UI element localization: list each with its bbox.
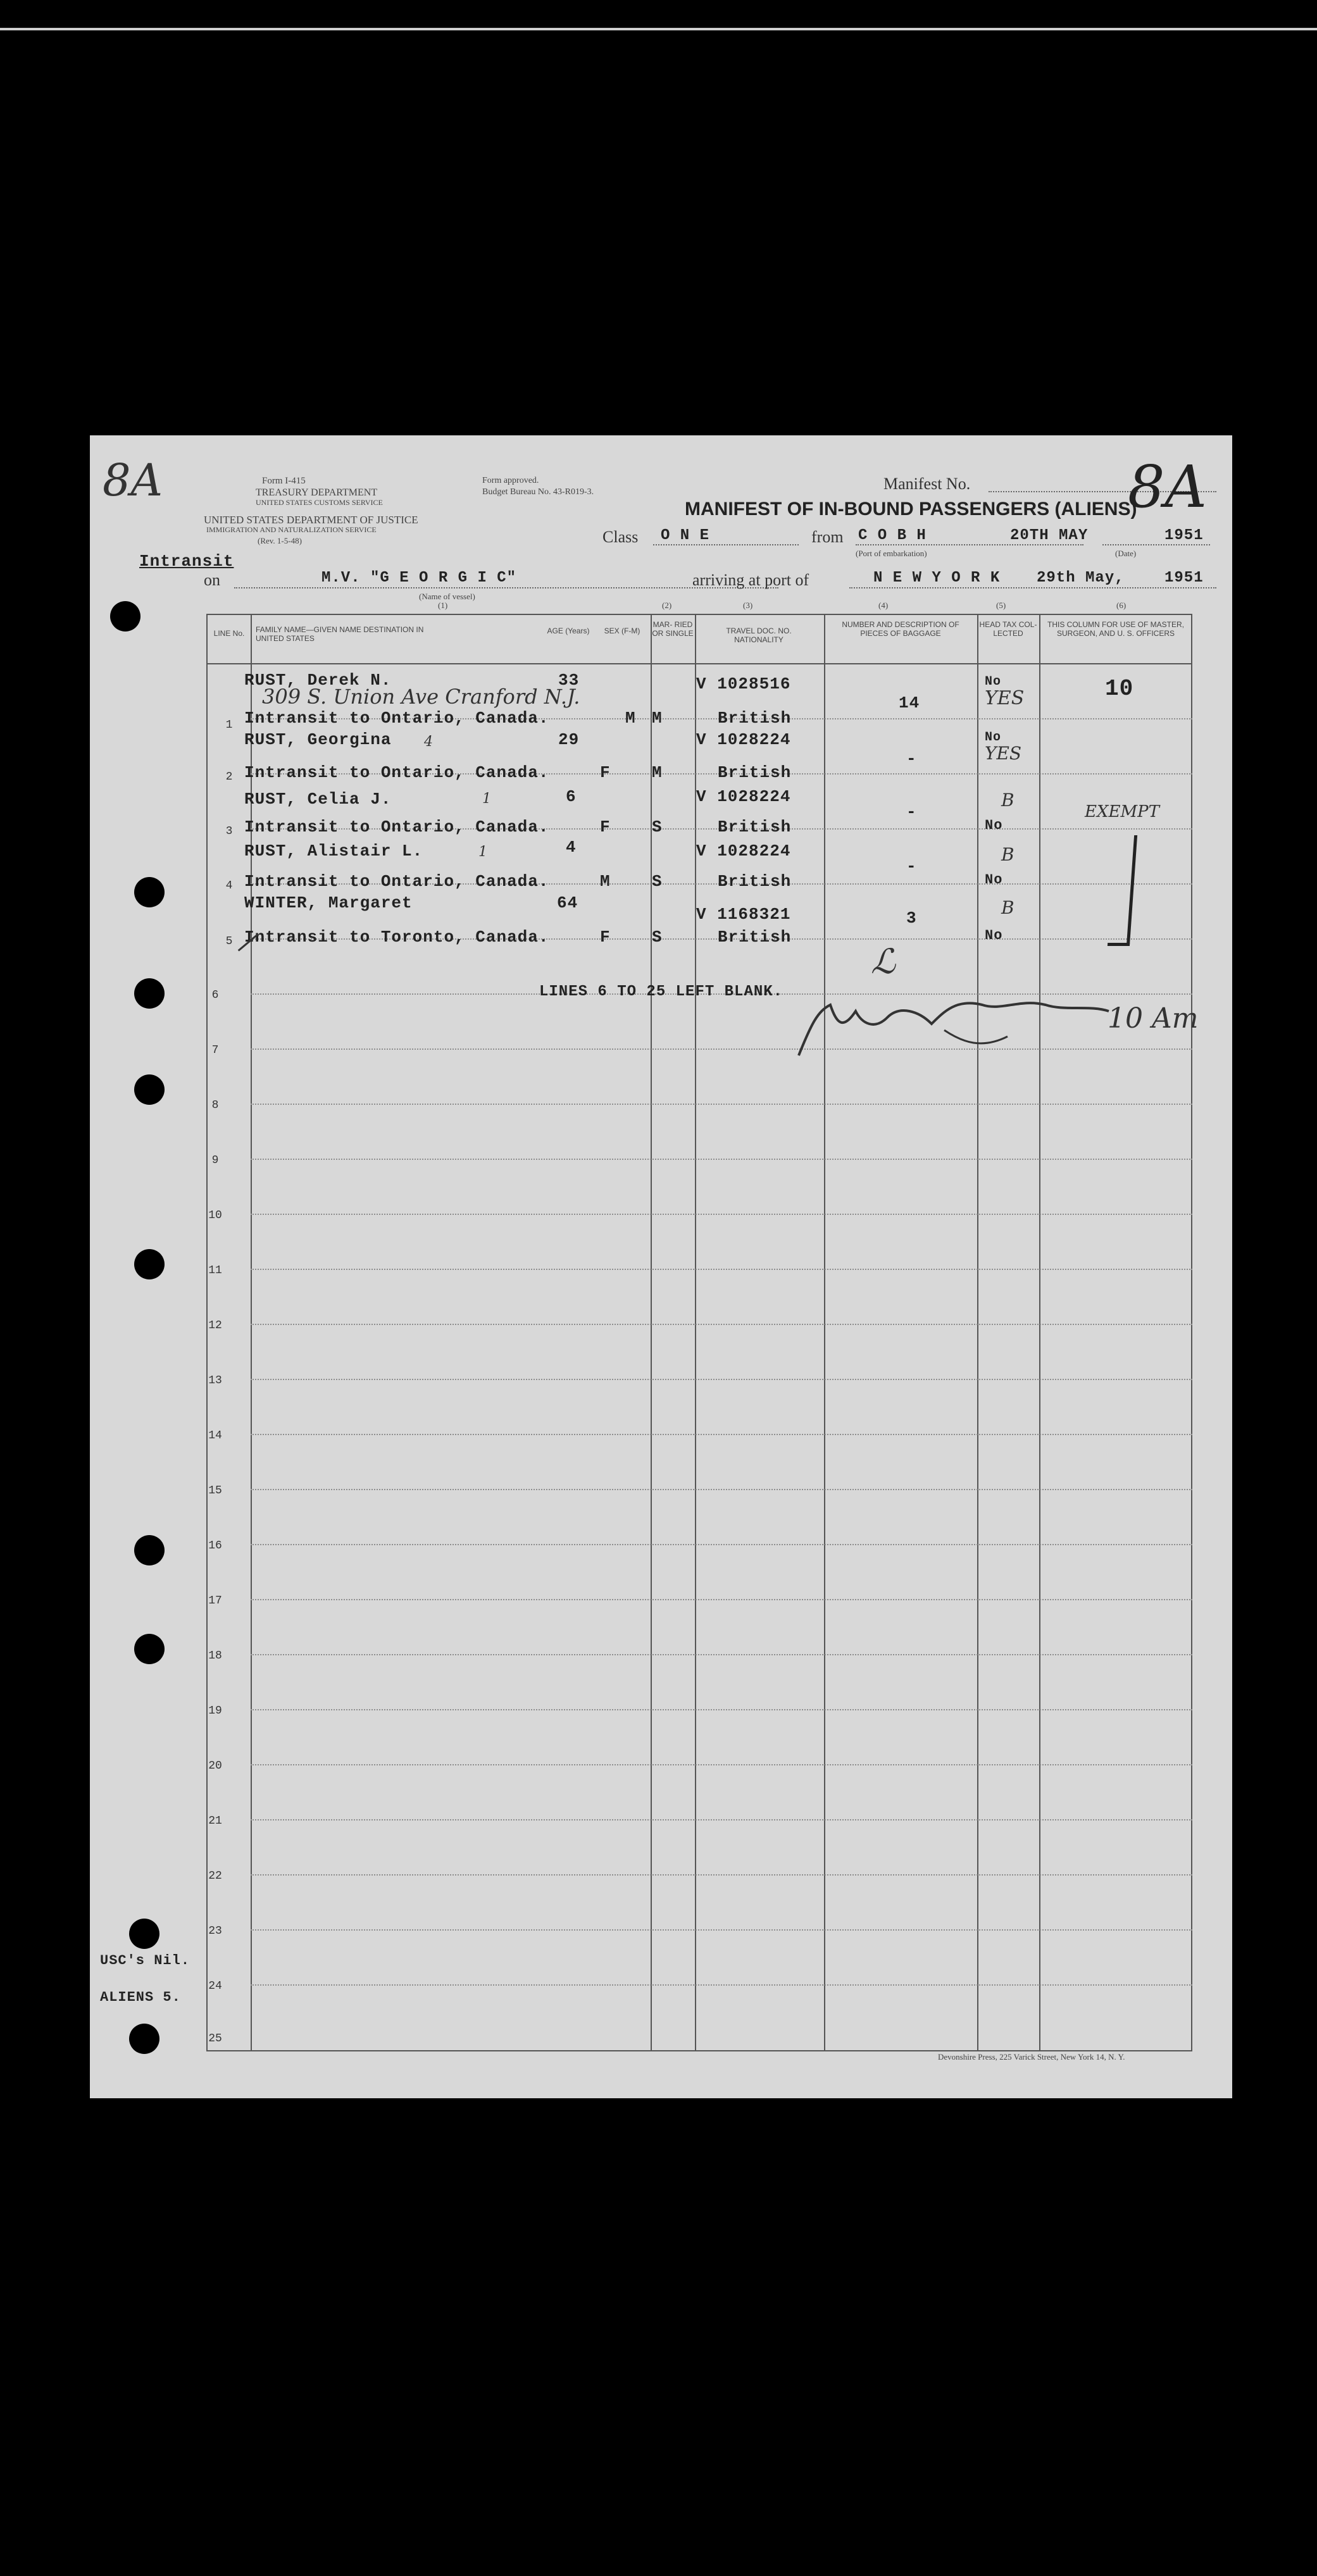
passenger-nationality: British xyxy=(718,872,792,891)
header-separator xyxy=(206,663,1192,664)
col-head-sex: SEX (F-M) xyxy=(604,626,640,635)
usc-count: USC's Nil. xyxy=(100,1953,190,1969)
passenger-travel-doc: V 1028516 xyxy=(696,675,791,694)
justice-dept: UNITED STATES DEPARTMENT OF JUSTICE xyxy=(204,514,418,526)
passenger-age: 29 xyxy=(558,730,580,749)
manifest-page xyxy=(90,435,1232,2098)
passenger-destination: Intransit to Ontario, Canada. xyxy=(244,872,549,891)
treasury-dept: TREASURY DEPARTMENT xyxy=(256,487,378,498)
date-caption: (Date) xyxy=(1115,549,1137,558)
row-rule xyxy=(251,1984,1192,1986)
row-number: 3 xyxy=(225,825,233,838)
row-number: 14 xyxy=(208,1429,222,1442)
intransit-stamp: Intransit xyxy=(139,552,234,571)
head-tax: No xyxy=(985,872,1003,888)
row-number: 2 xyxy=(225,771,233,783)
revision: (Rev. 1-5-48) xyxy=(258,536,302,545)
row-rule xyxy=(251,1819,1192,1820)
row-number: 13 xyxy=(208,1374,222,1387)
passenger-baggage: - xyxy=(906,802,917,821)
class-line xyxy=(653,544,799,545)
col-head-travel: TRAVEL DOC. NO. NATIONALITY xyxy=(726,626,792,645)
officer-note: EXEMPT xyxy=(1085,802,1159,821)
row-rule xyxy=(251,1489,1192,1490)
passenger-destination: Intransit to Toronto, Canada. xyxy=(244,928,549,947)
passenger-age: 64 xyxy=(557,893,578,912)
col-number-6: (6) xyxy=(1116,600,1127,610)
passenger-baggage: 14 xyxy=(899,694,920,712)
ins-service: IMMIGRATION AND NATURALIZATION SERVICE xyxy=(206,525,377,534)
officer-note: 10 xyxy=(1105,676,1134,702)
passenger-marital-status: S xyxy=(652,928,663,947)
row-number: 19 xyxy=(208,1705,222,1717)
vessel-caption: (Name of vessel) xyxy=(419,592,475,601)
row-number: 21 xyxy=(208,1815,222,1827)
row-number: 17 xyxy=(208,1595,222,1607)
passenger-name: RUST, Derek N. xyxy=(244,671,392,690)
row-number: 12 xyxy=(208,1319,222,1332)
col-number-1: (1) xyxy=(438,600,448,610)
passenger-travel-doc: V 1168321 xyxy=(696,905,791,924)
passenger-nationality: British xyxy=(718,928,792,947)
row-rule xyxy=(251,1599,1192,1600)
row-rule xyxy=(251,1434,1192,1435)
passenger-sex: M xyxy=(600,872,611,891)
row-number: 1 xyxy=(225,719,233,731)
customs-service: UNITED STATES CUSTOMS SERVICE xyxy=(256,498,383,507)
col-head-married: MAR- RIED OR SINGLE xyxy=(652,620,694,638)
row-number: 25 xyxy=(208,2032,222,2045)
vessel-name: M.V. "G E O R G I C" xyxy=(321,569,517,587)
passenger-name: RUST, Alistair L. xyxy=(244,842,423,861)
punch-hole xyxy=(129,2024,159,2054)
row-number: 23 xyxy=(208,1925,222,1938)
row-rule xyxy=(251,1709,1192,1710)
row-rule xyxy=(251,1874,1192,1876)
punch-hole xyxy=(134,978,165,1009)
head-tax: No xyxy=(985,675,1002,689)
passenger-age: 4 xyxy=(566,838,577,857)
passenger-sex: M xyxy=(625,709,636,728)
manifest-no-label: Manifest No. xyxy=(883,475,971,493)
row-rule xyxy=(251,1929,1192,1931)
punch-hole xyxy=(134,1535,165,1565)
scan-border-line xyxy=(0,28,1317,30)
passenger-travel-doc: V 1028224 xyxy=(696,730,791,749)
handwritten-initial: ℒ xyxy=(871,942,896,981)
head-tax-note: YES xyxy=(985,687,1025,709)
row-number: 9 xyxy=(211,1154,219,1167)
punch-hole xyxy=(134,877,165,907)
printer-imprint: Devonshire Press, 225 Varick Street, New York 14, N. Y. xyxy=(938,2052,1125,2062)
passenger-marital-status: S xyxy=(652,872,663,891)
passenger-baggage: - xyxy=(906,749,917,768)
head-tax-note: B xyxy=(1001,897,1014,918)
row-rule xyxy=(251,1214,1192,1215)
passenger-marital-status: M xyxy=(652,709,663,728)
row-rule xyxy=(251,1764,1192,1765)
col-number-4: (4) xyxy=(878,600,889,610)
passenger-marital-status: S xyxy=(652,818,663,837)
aliens-count: ALIENS 5. xyxy=(100,1989,181,2005)
passenger-destination: Intransit to Ontario, Canada. xyxy=(244,763,549,782)
row-number: 6 xyxy=(211,989,219,1002)
from-line xyxy=(856,544,1083,545)
on-label: on xyxy=(204,571,220,589)
passenger-handwritten-note: 4 xyxy=(424,734,433,750)
punch-hole xyxy=(129,1919,159,1949)
passenger-name: RUST, Celia J. xyxy=(244,790,392,809)
passenger-sex: F xyxy=(600,928,611,947)
punch-hole xyxy=(134,1634,165,1664)
passenger-nationality: British xyxy=(718,709,792,728)
row-number: 22 xyxy=(208,1870,222,1882)
passenger-destination: Intransit to Ontario, Canada. xyxy=(244,818,549,837)
date-line xyxy=(1102,544,1210,545)
col-head-age: AGE (Years) xyxy=(547,626,590,635)
passenger-name: RUST, Georgina xyxy=(244,730,392,749)
blank-lines-note: LINES 6 TO 25 LEFT BLANK. xyxy=(539,983,783,1000)
row-number: 20 xyxy=(208,1760,222,1772)
row-rule xyxy=(251,1379,1192,1380)
date-value: 20TH MAY xyxy=(1010,527,1089,544)
passenger-address-handwritten: 309 S. Union Ave Cranford N.J. xyxy=(262,685,580,709)
col-head-officers: THIS COLUMN FOR USE OF MASTER, SURGEON, AND U. S. OFFICERS xyxy=(1047,620,1184,638)
passenger-travel-doc: V 1028224 xyxy=(696,787,791,806)
form-number: Form I-415 xyxy=(262,476,306,486)
punch-hole xyxy=(110,601,140,632)
col-number-5: (5) xyxy=(996,600,1006,610)
budget-bureau: Budget Bureau No. 43-R019-3. xyxy=(482,487,594,497)
year-1: 1951 xyxy=(1164,527,1204,544)
arrival-date: 29th May, xyxy=(1037,569,1125,587)
passenger-destination: Intransit to Ontario, Canada. xyxy=(244,709,549,728)
manifest-title: MANIFEST OF IN-BOUND PASSENGERS (ALIENS) xyxy=(685,499,1137,520)
passenger-nationality: British xyxy=(718,763,792,782)
passenger-baggage: 3 xyxy=(906,909,917,928)
row-rule xyxy=(251,1269,1192,1270)
class-value: O N E xyxy=(661,527,710,544)
head-tax: No xyxy=(985,818,1003,833)
class-label: Class xyxy=(602,528,639,546)
row-number: 10 xyxy=(208,1209,222,1222)
head-tax: No xyxy=(985,730,1002,745)
passenger-baggage: - xyxy=(906,857,917,876)
row-number: 16 xyxy=(208,1540,222,1552)
year-2: 1951 xyxy=(1164,569,1204,587)
row-rule xyxy=(251,1544,1192,1545)
col-head-name: FAMILY NAME—GIVEN NAME DESTINATION IN UNITED STATES xyxy=(256,625,424,644)
row-number: 7 xyxy=(211,1044,219,1057)
manifest-no-value: 8A xyxy=(1128,453,1207,521)
row-number: 18 xyxy=(208,1650,222,1662)
row-number: 15 xyxy=(208,1484,222,1497)
col-number-2: (2) xyxy=(662,600,672,610)
passenger-marital-status: M xyxy=(652,763,663,782)
col-head-head-tax: HEAD TAX COL- LECTED xyxy=(979,620,1037,638)
port-embark-caption: (Port of embarkation) xyxy=(856,549,927,558)
row-number: 5 xyxy=(225,935,233,948)
head-tax: No xyxy=(985,928,1003,943)
from-label: from xyxy=(811,528,844,546)
col-head-line-no: LINE No. xyxy=(213,629,245,638)
arrival-port: N E W Y O R K xyxy=(873,569,1001,587)
form-approved: Form approved. xyxy=(482,476,539,485)
row-number: 4 xyxy=(225,880,233,892)
passenger-handwritten-note: 1 xyxy=(478,844,487,860)
punch-hole xyxy=(134,1249,165,1279)
row-rule xyxy=(251,1654,1192,1655)
from-value: C O B H xyxy=(858,527,927,544)
signature-time: 10 Am xyxy=(1108,1002,1199,1035)
arriving-label: arriving at port of xyxy=(692,571,809,589)
row-rule xyxy=(251,1159,1192,1160)
row-rule xyxy=(251,1324,1192,1325)
punch-hole xyxy=(134,1074,165,1105)
passenger-name: WINTER, Margaret xyxy=(244,893,413,912)
passenger-age: 33 xyxy=(558,671,580,690)
passenger-sex: F xyxy=(600,818,611,837)
passenger-age: 6 xyxy=(566,787,577,806)
row-number: 8 xyxy=(211,1099,219,1112)
passenger-travel-doc: V 1028224 xyxy=(696,842,791,861)
head-tax-note: YES xyxy=(985,743,1022,764)
officer-signature xyxy=(792,986,1121,1062)
head-tax-note: B xyxy=(1001,790,1014,811)
passenger-handwritten-note: 1 xyxy=(482,791,491,807)
col-head-baggage: NUMBER AND DESCRIPTION OF PIECES OF BAGGAGE xyxy=(842,620,959,638)
passenger-sex: F xyxy=(600,763,611,782)
row-number: 24 xyxy=(208,1980,222,1993)
top-left-margin-note: 8A xyxy=(103,454,163,506)
passenger-nationality: British xyxy=(718,818,792,837)
col-number-3: (3) xyxy=(743,600,753,610)
head-tax-note: B xyxy=(1001,844,1014,865)
row-number: 11 xyxy=(208,1264,222,1277)
arrival-line xyxy=(849,587,1216,588)
row-rule xyxy=(251,1104,1192,1105)
